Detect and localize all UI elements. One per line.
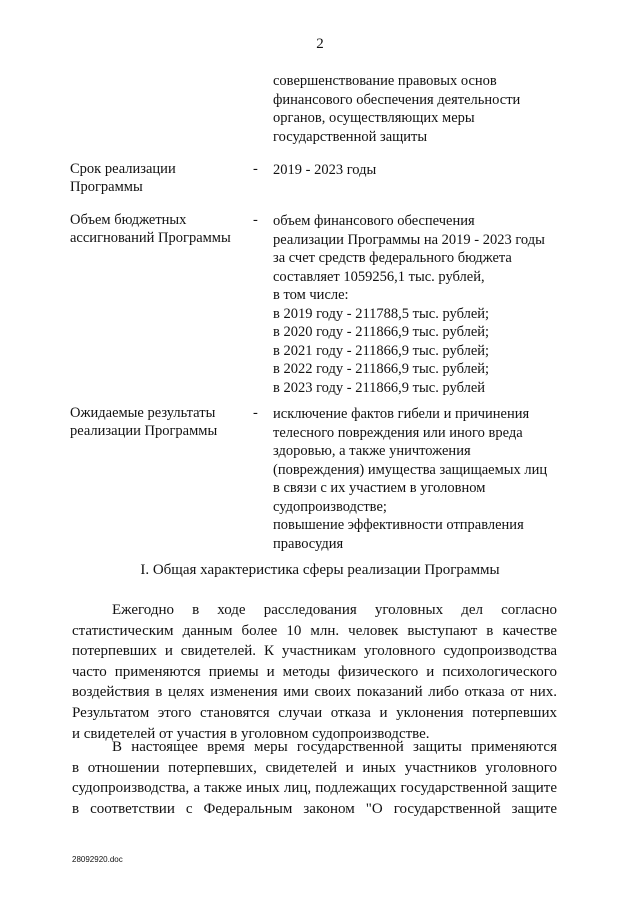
value-line: за счет средств федерального бюджета <box>273 250 512 266</box>
footer-filename: 28092920.doc <box>72 855 123 864</box>
paragraph-line: В настоящее время меры государственной защиты применяются <box>112 739 557 755</box>
value-line: объем финансового обеспечения <box>273 213 475 229</box>
value-line: 2019 - 2023 годы <box>273 162 377 178</box>
value-line: телесного повреждения или иного вреда <box>273 424 523 441</box>
label-line: реализации Программы <box>70 422 218 439</box>
paragraph-line: воздействия в целях изменения ими своих показаний либо отказа от них. <box>72 684 557 701</box>
paragraph-2 <box>72 737 557 819</box>
paragraph-line: в соответствии с Федеральным законом "О государственной защите <box>72 800 557 817</box>
row-label <box>70 212 245 247</box>
row-dash: - <box>253 405 258 421</box>
value-line: в 2023 году - 211866,9 тыс. рублей <box>273 379 486 396</box>
paragraph-line: Ежегодно в ходе расследования уголовных дел согласно <box>112 602 557 618</box>
label-line: Объем бюджетных <box>70 212 187 228</box>
label-line: Программы <box>70 178 143 195</box>
value-line: правосудия <box>273 535 344 552</box>
value-line: реализации Программы на 2019 - 2023 годы <box>273 231 545 248</box>
value-line: в 2021 году - 211866,9 тыс. рублей; <box>273 342 490 359</box>
value-line: в связи с их участием в уголовном <box>273 480 486 496</box>
row-label <box>70 161 245 196</box>
value-line: здоровью, а также уничтожения <box>273 443 471 459</box>
continuation-text <box>273 72 573 146</box>
row-value <box>273 405 573 553</box>
text-line: государственной защиты <box>273 128 428 145</box>
row-label <box>70 405 245 440</box>
row-value <box>273 212 573 397</box>
value-line: исключение фактов гибели и причинения <box>273 406 530 422</box>
page-number: 2 <box>316 36 324 52</box>
label-line: Срок реализации <box>70 161 176 177</box>
text-line: финансового обеспечения деятельности <box>273 91 521 108</box>
value-line: в 2020 году - 211866,9 тыс. рублей; <box>273 324 490 340</box>
label-line: ассигнований Программы <box>70 229 231 246</box>
paragraph-line: часто применяются приемы и методы физического и психологического <box>72 663 557 680</box>
value-line: в 2019 году - 211788,5 тыс. рублей; <box>273 305 490 322</box>
paragraph-line: статистическим данным более 10 млн. человек выступают в качестве <box>72 622 557 639</box>
paragraph-line: в отношении потерпевших, свидетелей и иных участников уголовного <box>72 759 557 776</box>
paragraph-line: потерпевших и свидетелей. К участникам уголовного судопроизводства <box>72 643 557 660</box>
paragraph-1 <box>72 600 557 744</box>
value-line: составляет 1059256,1 тыс. рублей, <box>273 268 485 285</box>
paragraph-line: и свидетелей от участия в уголовном судопроизводстве. <box>72 725 430 742</box>
row-value <box>273 161 573 180</box>
value-line: (повреждения) имущества защищаемых лиц <box>273 461 548 478</box>
value-line: в том числе: <box>273 287 349 303</box>
section-heading: I. Общая характеристика сферы реализации Программы <box>140 562 500 578</box>
row-dash: - <box>253 212 258 228</box>
value-line: повышение эффективности отправления <box>273 517 524 533</box>
text-line: органов, осуществляющих меры <box>273 110 475 126</box>
value-line: в 2022 году - 211866,9 тыс. рублей; <box>273 361 490 377</box>
text-line: совершенствование правовых основ <box>273 73 497 89</box>
value-line: судопроизводстве; <box>273 498 387 515</box>
paragraph-line: судопроизводства, а также иных лиц, подлежащих государственной защите <box>72 780 557 797</box>
label-line: Ожидаемые результаты <box>70 405 216 421</box>
paragraph-line: Результатом этого становятся случаи отказа и уклонения потерпевших <box>72 704 557 721</box>
row-dash: - <box>253 161 258 177</box>
